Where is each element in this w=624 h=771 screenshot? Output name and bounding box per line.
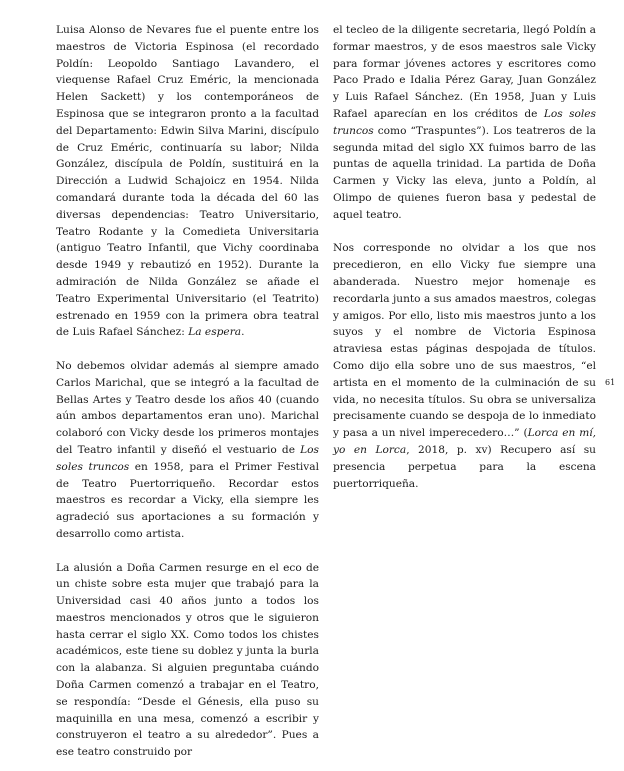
italic-title: Los soles truncos	[333, 107, 596, 137]
paragraph-text: en 1958, para el Primer Festival de Teatro Puertorriqueño. Recordar estos maestros es recordar a Vicky, ella siempre les agradeció sus aportaciones a su formación y desarrollo como artista.	[56, 460, 319, 540]
italic-title: La espera	[188, 326, 242, 339]
page-number: 61	[605, 378, 616, 387]
paragraph-text: .	[241, 326, 245, 339]
paragraph: La alusión a Doña Carmen resurge en el eco de un chiste sobre esta mujer que trabajó para la Universidad casi 40 años junto a todos los maestros mencionados y otros que le siguieron hasta cerrar el siglo XX. Como todos los chistes académicos, este tiene su doblez y junta la burla con la alabanza. Si alguien preguntaba cuándo Doña Carmen comenzó a trabajar en el Teatro, se respondía: “Desde el Génesis, ella puso su maquinilla en una mesa, comenzó a escribir y construyeron el teatro a su alrededor”. Pues a ese teatro construido por	[56, 561, 319, 759]
paragraph-text: el tecleo de la diligente secretaria, llegó Poldín a formar maestros, y de esos maestros sale Vicky para formar jóvenes actores y escritores como Paco Prado e Idalia Pérez Garay, Juan González y Luis Rafael Sánchez. (En 1958, Juan y Luis Rafael aparecían en los créditos de	[333, 24, 596, 120]
italic-title: Los soles truncos	[56, 443, 319, 473]
paragraph-text: No debemos olvidar además al siempre amado Carlos Marichal, que se integró a la facultad de Bellas Artes y Teatro desde los años 40 (cuando aún ambos departamentos eran uno). Marichal colaboró con Vicky desde los primeros montajes del Teatro infantil y diseñó el vestuario de	[56, 359, 319, 456]
paragraph-text: como “Traspuntes”). Los teatreros de la segunda mitad del siglo XX fuimos barro de las puntas de aquella trinidad. La partida de Doña Carmen y Vicky las eleva, junto a Poldín, al Olimpo de quienes fueron basa y pedestal de aquel teatro.	[333, 124, 596, 221]
paragraph-text: Luisa Alonso de Nevares fue el puente entre los maestros de Victoria Espinosa (el recordado Poldín: Leopoldo Santiago Lavandero, el viequense Rafael Cruz Eméric, la mencionada Helen Sackett) y los contemporáneos de Espinosa que se integraron pronto a la facultad del Departamento: Edwin Silva Marini, discípulo de Cruz Eméric, continuaría su labor; Nilda González, discípula de Poldín, sustituirá en la Dirección a Ludwid Schajoicz en 1954. Nilda comandará durante toda la década del 60 las diversas dependencias: Teatro Universitario, Teatro Rodante y la Comedieta Universitaria (antiguo Teatro Infantil, que Vichy coordinaba desde 1949 y rebautizó en 1952). Durante la admiración de Nilda González se añade el Teatro Experimental Universitario (el Teatrito) estrenado en 1959 con la primera obra teatral de Luis Rafael Sánchez:	[56, 24, 319, 339]
paragraph	[333, 240, 596, 492]
paragraph-text: Nos corresponde no olvidar a los que nos precedieron, en ello Vicky fue siempre una abanderada. Nuestro mejor homenaje es recordarla junto a sus amados maestros, colegas y amigos. Por ello, listo mis maestros junto a los suyos y el nombre de Victoria Espinosa atraviesa estas páginas despojada de títulos. Como dijo ella sobre uno de sus maestros, “el artista en el momento de la culminación de su vida, no necesita títulos. Su obra se universaliza precisamente cuando se despoja de lo inmediato y pasa a un nivel imperecedero…” (	[333, 242, 596, 440]
paragraph	[56, 358, 319, 543]
right-column	[333, 22, 596, 492]
left-column	[56, 22, 319, 761]
paragraph	[56, 22, 319, 341]
italic-citation: Lorca en mí, yo en Lorca	[333, 427, 596, 456]
paragraph-text: , 2018, p. xv) Recupero así su presencia perpetua para la escena puertorriqueña.	[333, 443, 596, 490]
paragraph	[333, 22, 596, 224]
